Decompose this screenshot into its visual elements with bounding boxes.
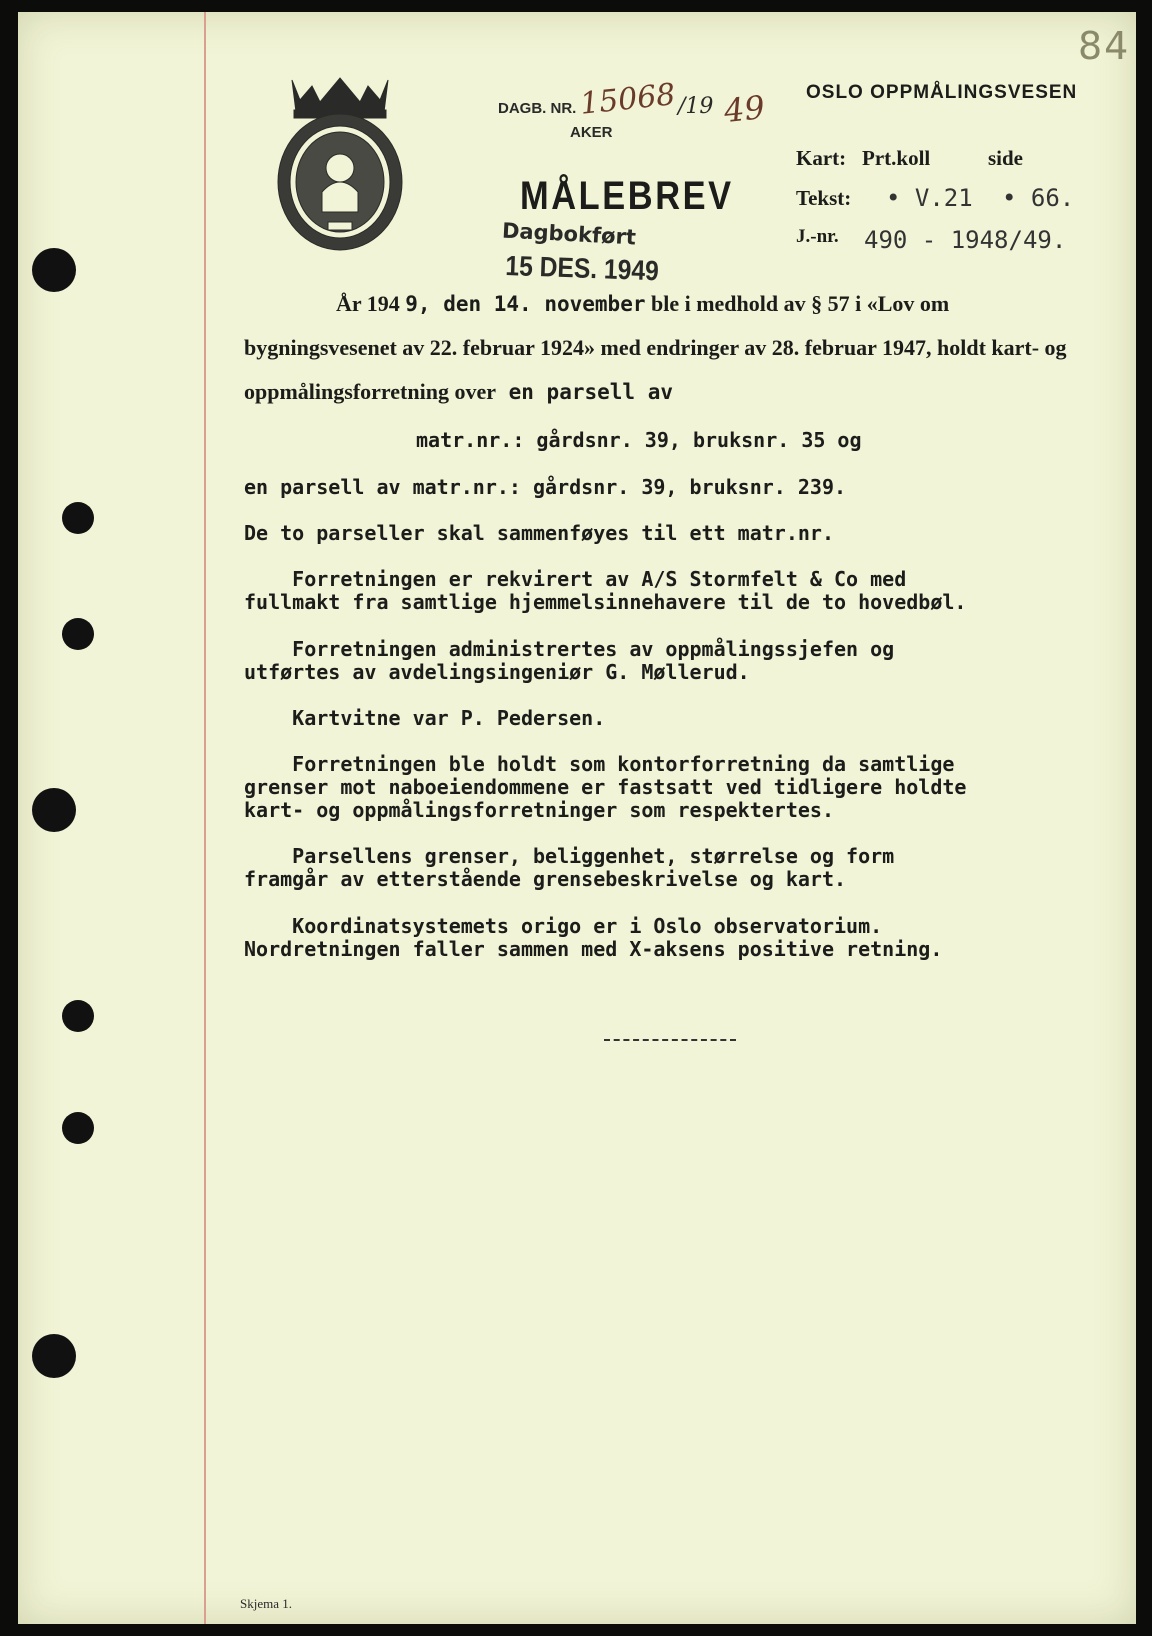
district: AKER bbox=[570, 124, 613, 141]
witness-line: Kartvitne var P. Pedersen. bbox=[244, 706, 606, 730]
boundaries-line-2: framgår av etterstående grensebeskrivelse og kart. bbox=[244, 867, 847, 891]
punch-hole bbox=[62, 502, 94, 534]
jnr-label: J.-nr. bbox=[796, 226, 839, 247]
office-name: OSLO OPPMÅLINGSVESEN bbox=[806, 82, 1078, 103]
punch-hole bbox=[32, 788, 76, 832]
oslo-coat-of-arms-icon bbox=[272, 72, 408, 252]
merge-line: De to parseller skal sammenføyes til ett matr.nr. bbox=[244, 521, 835, 545]
office-line-3: kart- og oppmålingsforretninger som respektertes. bbox=[244, 798, 835, 822]
intro-tail: en parsell av bbox=[495, 380, 673, 404]
kart-label: Kart: bbox=[796, 146, 847, 170]
punch-hole bbox=[32, 1334, 76, 1378]
punch-hole bbox=[62, 1000, 94, 1032]
administration-line-1: Forretningen administrertes av oppmålingssjefen og bbox=[244, 637, 895, 661]
page-number: 84 bbox=[1078, 24, 1131, 68]
boundaries-line-1: Parsellens grenser, beliggenhet, størrelse og form bbox=[244, 844, 895, 868]
side-label: side bbox=[988, 146, 1024, 170]
intro-text-1: År 194 bbox=[336, 291, 400, 316]
tekst-volume: • V.21 bbox=[886, 184, 973, 212]
punch-hole bbox=[32, 248, 76, 292]
stamp-label: Dagbokført bbox=[501, 218, 637, 250]
intro-date: 9, den 14. november bbox=[405, 292, 646, 316]
section-divider bbox=[604, 1039, 736, 1041]
tekst-page: • 66. bbox=[1002, 184, 1075, 212]
intro-text-2: ble i medhold av § 57 i «Lov om bygningsvesenet av 22. februar 1924» med endringer av 28. februar 1947, holdt kart- og oppmålingsforretning over bbox=[244, 291, 1067, 404]
journal-number-suffix: /19 bbox=[678, 94, 714, 119]
jnr-value: 490 - 1948/49. bbox=[864, 226, 1067, 254]
coords-line-1: Koordinatsystemets origo er i Oslo observatorium. bbox=[244, 914, 883, 938]
coords-line-2: Nordretningen faller sammen med X-aksens positive retning. bbox=[244, 937, 943, 961]
document-sheet bbox=[18, 12, 1136, 1624]
requisition-line-2: fullmakt fra samtlige hjemmelsinnehavere til de to hovedbøl. bbox=[244, 590, 967, 614]
tekst-label: Tekst: bbox=[796, 186, 852, 210]
margin-rule bbox=[204, 12, 206, 1624]
protokoll-label: Prt.koll bbox=[862, 146, 931, 170]
journal-number: 15068 bbox=[578, 77, 678, 122]
office-line-1: Forretningen ble holdt som kontorforretning da samtlige bbox=[244, 752, 955, 776]
journal-year: 49 bbox=[722, 87, 767, 131]
administration-line-2: utførtes av avdelingsingeniør G. Møllerud. bbox=[244, 660, 750, 684]
stamp-date: 15 DES. 1949 bbox=[504, 250, 660, 287]
punch-hole bbox=[62, 618, 94, 650]
parcel-line-2: en parsell av matr.nr.: gårdsnr. 39, bruksnr. 239. bbox=[244, 475, 847, 499]
journal-number-label: DAGB. NR. bbox=[498, 100, 577, 117]
form-label: Skjema 1. bbox=[240, 1596, 292, 1611]
document-title: MÅLEBREV bbox=[520, 174, 734, 218]
intro-paragraph bbox=[244, 282, 1098, 414]
requisition-line-1: Forretningen er rekvirert av A/S Stormfelt & Co med bbox=[244, 567, 907, 591]
punch-hole bbox=[62, 1112, 94, 1144]
parcel-line-1: matr.nr.: gårdsnr. 39, bruksnr. 35 og bbox=[416, 428, 862, 452]
office-line-2: grenser mot naboeiendommene er fastsatt ved tidligere holdte bbox=[244, 775, 967, 799]
